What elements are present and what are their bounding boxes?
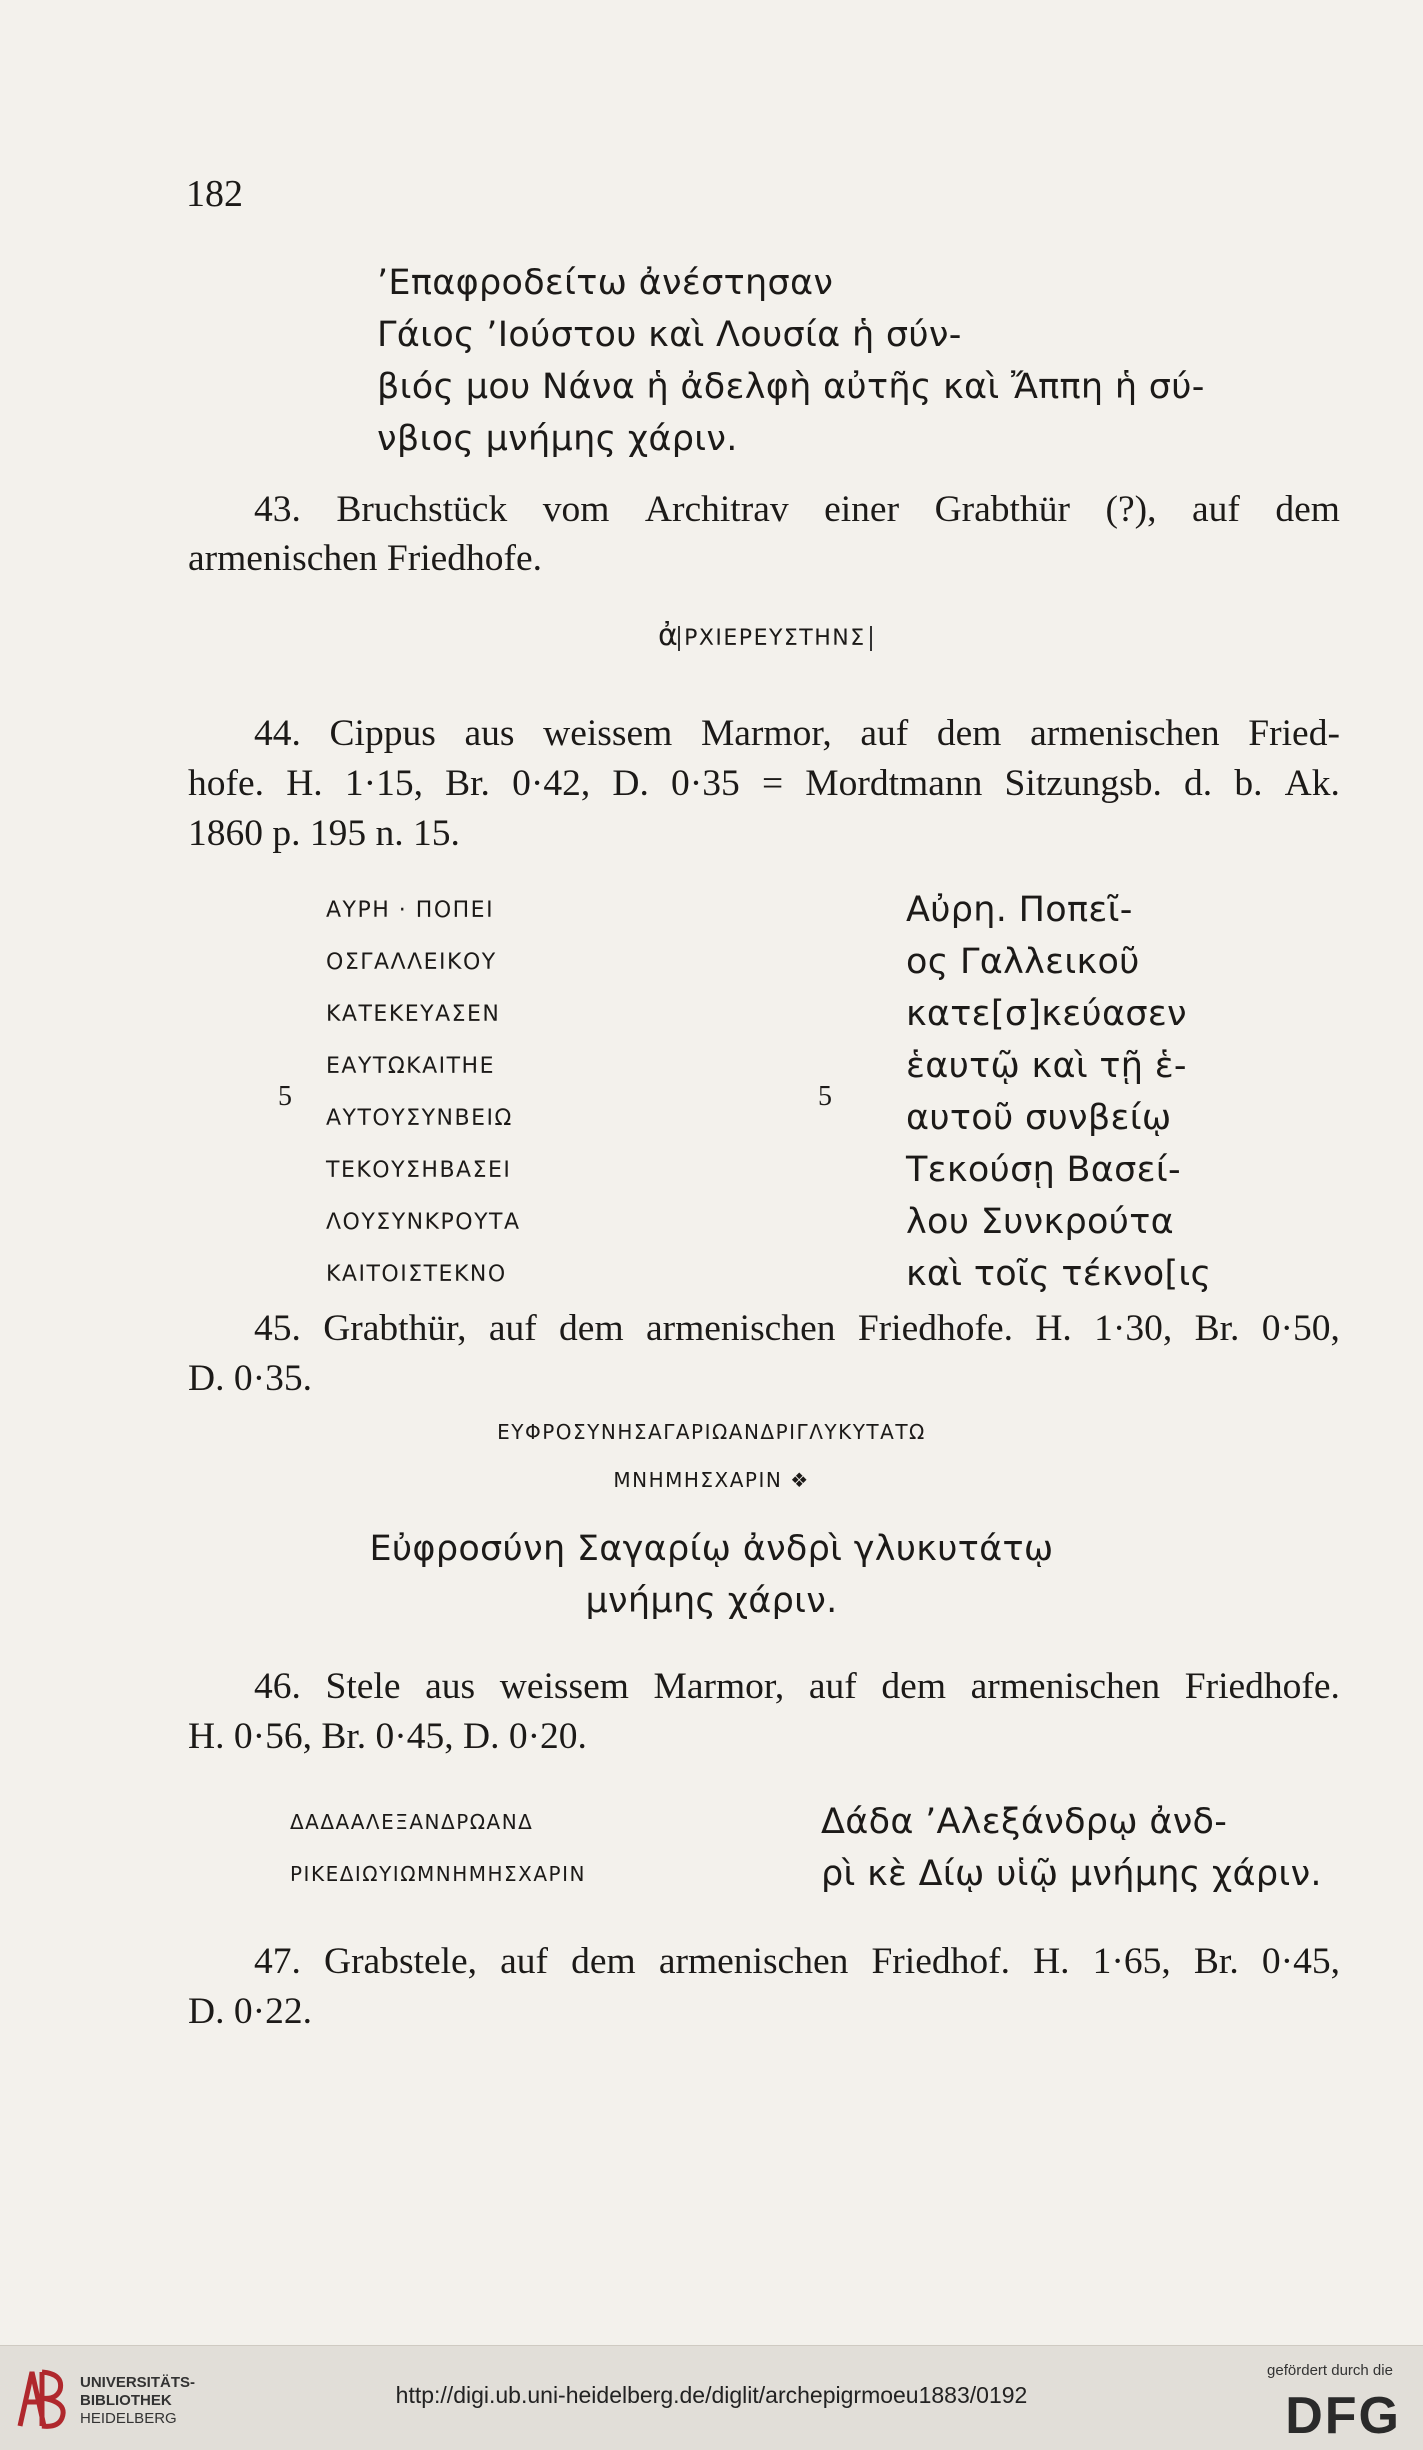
word: Grabthür (934, 489, 1070, 530)
word: 0·42, (512, 763, 591, 804)
word: hofe. (188, 763, 265, 804)
word: Grabstele, (323, 1941, 478, 1982)
word: auf (500, 1941, 549, 1982)
word: Marmor, (653, 1666, 785, 1707)
entry-43-line-2: armenischen Friedhofe. (188, 538, 543, 579)
word: Friedhofe. (857, 1308, 1013, 1349)
dfg-logo: DFG (1285, 2387, 1401, 2445)
word: auf (1191, 489, 1240, 530)
word: Sitzungsb. (1004, 763, 1162, 804)
word: Fried- (1248, 713, 1340, 754)
capitals-line-5: ΑΥΤΟΥΣΥΝΒΕΙΩ (326, 1106, 513, 1131)
transcription-line-4: ἑαυτῷ καὶ τῇ ἑ- (906, 1046, 1187, 1086)
transcription-line-8: καὶ τοῖς τέκνο[ις (906, 1254, 1212, 1294)
entry-46-capitals-line-1: ΔΑΔΑΑΛΕΞΑΝΔΡΩΑΝΔ (290, 1810, 534, 1834)
word: 0·35 (671, 763, 740, 804)
word: Bruchstück (336, 489, 508, 530)
word: Cippus (329, 713, 436, 754)
entry-46-greek-line-1: Δάδα ʼΑλεξάνδρῳ ἀνδ- (821, 1802, 1228, 1842)
intro-greek-line-3: βιός μου Νάνα ἡ ἀδελφὴ αὐτῆς καὶ Ἄππη ἡ σύ- (377, 367, 1205, 407)
viewer-footer (0, 2345, 1423, 2450)
transcription-line-3: κατε[σ]κεύασεν (906, 994, 1187, 1034)
entry-46-capitals-line-2: ΡΙΚΕΔΙΩΥΙΩΜΝΗΜΗΣΧΑΡΙΝ (290, 1862, 586, 1886)
word: H. (286, 763, 323, 804)
capitals-line-2: ΟΣΓΑΛΛΕΙΚΟΥ (326, 950, 497, 975)
inscription-prefix: ἀ (658, 618, 679, 653)
entry-45-line-2: D. 0·35. (188, 1358, 312, 1399)
entry-45-capitals-line-2: ΜΝΗΜΗΣΧΑΡΙΝ ❖ (613, 1468, 810, 1492)
word: armenischen (970, 1666, 1161, 1707)
word: 1·65, (1092, 1941, 1171, 1982)
word: (?), (1105, 489, 1157, 530)
intro-greek-line-1: ʼΕπαφροδείτω ἀνέστησαν (377, 263, 834, 303)
page-number: 182 (186, 173, 243, 215)
word: aus (425, 1666, 476, 1707)
entry-45-capitals-line-1: ΕΥΦΡΟΣΥΝΗΣΑΓΑΡΙΩΑΝΔΡΙΓΛΥΚΥΤΑΤΩ (497, 1420, 926, 1444)
entry-45-greek-line-2: μνήμης χάριν. (585, 1581, 838, 1621)
word: Br. (1194, 1308, 1240, 1349)
funded-by-text: gefördert durch die (1267, 2362, 1393, 2379)
word: d. (1184, 763, 1213, 804)
capitals-line-4: ΕΑΥΤΩΚΑΙΤΗΕ (326, 1054, 495, 1079)
entry-46-greek-line-2: ρὶ κὲ Δίῳ υἱῷ μνήμης χάριν. (821, 1854, 1322, 1894)
transcription-line-5: αυτοῦ συνβείῳ (906, 1098, 1172, 1138)
word: Architrav (644, 489, 789, 530)
line-number-left: 5 (278, 1081, 292, 1112)
page-url-link[interactable]: http://digi.ub.uni-heidelberg.de/diglit/archepigrmoeu1883/0192 (395, 2382, 1028, 2408)
library-line-3: HEIDELBERG (80, 2410, 177, 2427)
word: D. (612, 763, 649, 804)
word: 1·30, (1094, 1308, 1173, 1349)
word: Br. (445, 763, 490, 804)
word: H. (1033, 1941, 1070, 1982)
word: armenischen (1030, 713, 1220, 754)
capitals-line-6: ΤΕΚΟΥΣΗΒΑΣΕΙ (326, 1158, 512, 1183)
entry-43-line-1 (254, 488, 1340, 531)
word: einer (824, 489, 900, 530)
inscription-capitals: ΡΧΙΕΡΕΥΣΤΗΝΣ (678, 626, 872, 651)
word: dem (936, 713, 1002, 754)
transcription-line-2: ος Γαλλεικοῦ (906, 942, 1140, 982)
entry-44-line-3: 1860 p. 195 n. 15. (188, 813, 460, 854)
word: dem (559, 1308, 624, 1349)
capitals-line-8: ΚΑΙΤΟΙΣΤΕΚΝΟ (326, 1262, 507, 1287)
word: armenischen (658, 1941, 849, 1982)
word: 0·50, (1261, 1308, 1340, 1349)
library-line-2: BIBLIOTHEK (80, 2392, 172, 2409)
entry-46-number: 46. (254, 1666, 301, 1707)
entry-44-line-2 (188, 762, 1340, 805)
entry-45-number: 45. (254, 1308, 301, 1349)
transcription-line-7: λου Συνκρούτα (906, 1202, 1174, 1242)
entry-45-greek-line-1: Εὐφροσύνη Σαγαρίῳ ἀνδρὶ γλυκυτάτῳ (369, 1529, 1054, 1569)
library-line-1: UNIVERSITÄTS- (80, 2374, 196, 2391)
capitals-line-7: ΛΟΥΣΥΝΚΡΟΥΤΑ (326, 1210, 521, 1235)
entry-47-line-2: D. 0·22. (188, 1991, 312, 2032)
word: vom (542, 489, 610, 530)
intro-greek-line-4: νβιος μνήμης χάριν. (377, 419, 738, 459)
word: auf (808, 1666, 857, 1707)
transcription-line-6: Τεκούσῃ Βασεί- (906, 1150, 1181, 1190)
word: dem (571, 1941, 636, 1982)
word: weissem (543, 713, 673, 754)
word: armenischen (645, 1308, 836, 1349)
transcription-line-1: Αὐρη. Ποπεῖ- (906, 890, 1133, 930)
word: b. (1234, 763, 1263, 804)
word: 0·45, (1261, 1941, 1340, 1982)
word: Ak. (1284, 763, 1340, 804)
entry-44-number: 44. (254, 713, 301, 754)
word: aus (464, 713, 515, 754)
word: dem (881, 1666, 946, 1707)
word: Marmor, (700, 713, 832, 754)
word: dem (1275, 489, 1340, 530)
entry-44-line-1 (254, 712, 1340, 755)
entry-43-inscription (658, 618, 872, 653)
word: Grabthür, (323, 1308, 467, 1349)
word: = (761, 763, 784, 804)
entry-47-line-1 (254, 1940, 1340, 1983)
word: H. (1035, 1308, 1072, 1349)
word: weissem (499, 1666, 629, 1707)
word: Friedhof. (871, 1941, 1010, 1982)
word: 1·15, (344, 763, 423, 804)
word: Br. (1193, 1941, 1239, 1982)
capitals-line-1: ΑΥΡΗ · ΠΟΠΕΙ (326, 898, 495, 923)
word: Mordtmann (805, 763, 983, 804)
entry-47-number: 47. (254, 1941, 301, 1982)
line-number-right: 5 (818, 1081, 832, 1112)
entry-43-number: 43. (254, 489, 301, 530)
intro-greek-line-2: Γάιος ʼΙούστου καὶ Λουσία ἡ σύν- (377, 315, 962, 355)
word: auf (860, 713, 909, 754)
word: auf (488, 1308, 537, 1349)
capitals-line-3: ΚΑΤΕΚΕΥΑΣΕΝ (326, 1002, 501, 1027)
word: Friedhofe. (1184, 1666, 1340, 1707)
entry-45-line-1 (254, 1307, 1340, 1350)
entry-46-line-1 (254, 1665, 1340, 1708)
word: Stele (325, 1666, 401, 1707)
entry-46-line-2: H. 0·56, Br. 0·45, D. 0·20. (188, 1716, 587, 1757)
